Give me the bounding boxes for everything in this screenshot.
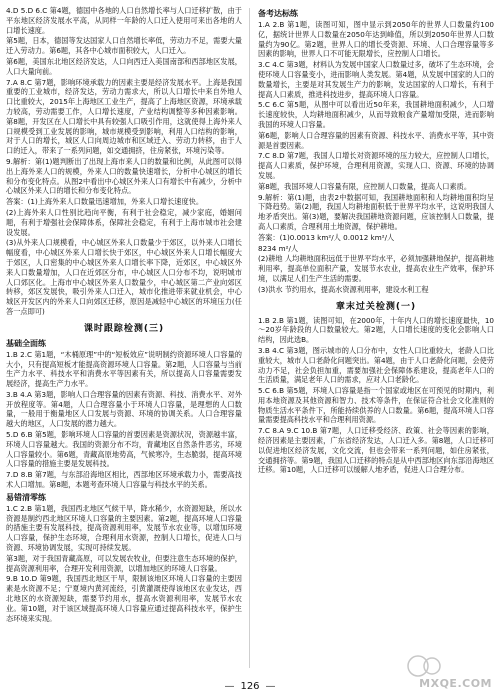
- answer-paragraph: 9.B 10.D 第9题，我国西北地区干旱，限制该地区环境人口容量的主要因素是水资源不足；宁夏境内黄河流经，引黄灌溉使得该地区农业发达，西北地区的水资源短缺，需要节约用水，提高水资源利用率，发展节水农业。第10题，对于该区域提高环境人口容量应通过提高科技水平，保护生态环境来实现。: [6, 574, 242, 623]
- section-title: 课时跟踪检测(三): [83, 323, 165, 334]
- watermark-text: MXQE.COM: [419, 677, 492, 690]
- answer-paragraph: (2)耕地 人均耕地面积远低于世界平均水平，必须加强耕地保护，提高耕地利用率，提高单位面积产量，发展节水农业，提高农业生产效率，保护环境，以满足人们生产生活的需要。: [258, 254, 494, 283]
- answer-paragraph: 7.A 8.C 第7题，影响环境承载力的因素主要是经济发展水平。上海是我国重要的工业城市，经济发达，劳动力需求大，所以人口增长中来自外地人口比重较大，2015年上海地区工业生产，提高了上海地区资源，环境承载力较高，劳动需要工作，人口增长速度，产业结构调整等多种因素影响。第8题，开发区在人口增长中具有较强人口吸引作用，这就使得上海外来人口规模受到工业发展的影响，城市规模受到影响，利用人口结构的影响，对于人口的增长，城区人口向周边城市和区域迁入、劳动力转移，由于人口的迁入，带来了一系列问题，如交通拥挤，住房紧张，环境污染等。: [6, 77, 242, 156]
- answer-paragraph: 5.C 6.C 第5题，从图中可以看出近50年来，我国耕地面积减少，人口增长速度较快，人均耕地面积减少，从而导致粮食产量增加受限，进而影响我国的环境人口容量。: [258, 100, 494, 129]
- answer-paragraph: 3.B 4.C 第3题，图示城市的人口分布中，女性人口比重较大，老龄人口比重较大，城市人口老龄化问题突出。第4题，由于人口老龄化问题，会使劳动力不足，社会负担加重，需要加强社会保障体系建设，提高老年人口的生活质量，满足老年人口的需求，应对人口老龄化。: [258, 345, 494, 385]
- answer-paragraph: (3)从外来人口规模看，中心城区外来人口数量少于郊区，以外来人口增长幅度看，中心城区外来人口增长快于郊区，中心城区外来人口增长幅度大于郊区，人口密集的中心城区外来人口增长率下降，近郊区，中心城区外来人口数量增加，人口在近郊区分布，中心城区人口分布不均，说明城市人口郊区化。上海市中心城区外来人口数量少，中心城区第二产业向郊区转移，郊区发展快，吸引外来人口迁入，城市化推进带来就业机会，中心城区开发区内的外来人口向郊区迁移，原因是减轻中心城区的环境压力(任答一点即可): [6, 238, 242, 316]
- section-heading: 基础全面练: [6, 338, 46, 348]
- answer-paragraph: 9.解析：第(1)题判断出了出现上海市来人口的数量和比例，从此图可以得出上海外来人口的规模，外来人口的数量快速增长，分析中心城区的增长和分布变化特点。从图2中看出中心城区外来人口有增长中有减少，分析中心城区外来人口的增长和分布变化特点。: [6, 156, 242, 196]
- answer-paragraph: 第6题，美国东北地区经济发达，人口向西迁入美国南部和西部地区发展，人口大量向前。: [6, 56, 242, 76]
- section-title: 章末过关检测(一): [335, 301, 417, 312]
- answer-paragraph: 4.D 5.D 6.C 第4题，德国中各地的人口自然增长率与人口迁移扩散，由于平东地区经济发展水平高，从同样一年龄的人口迁入使用可来出各地的人口增长速度。: [6, 6, 242, 35]
- answer-paragraph: 7.D 8.B 第7题，与东部沿海地区相比，西部地区环境承载力小，需要高技术人口增加。第8题，本题考查环境人口容量与科技水平的关系。: [6, 470, 242, 490]
- answer-paragraph: 第5题，日本，德国等发达国家人口自然增长率低，劳动力不足，需要大量迁入劳动力。第6题，其各中心城市面积较大，人口迁入。: [6, 36, 242, 56]
- answer-paragraph: 1.B 2.B 第1题，读图可知，在2000年，十年内人口的增长速度最快，10～20岁年龄段的人口数量较大。第2题，人口增长速度的变化会影响人口结构，因此选B。: [258, 315, 494, 345]
- answer-paragraph: (3)洪水 节约用水，提高水资源利用率，建设水利工程: [258, 284, 429, 294]
- answer-paragraph: 7.C 8.D 第7题，我国人口增长对资源环境的压力较大，应控制人口增长，提高人口素质，保护环境，合理利用资源，实现人口、资源、环境的协调发展。: [258, 151, 494, 180]
- answer-paragraph: (2)上海外来人口性别比趋向平衡，有利于社会稳定，减少家庭，婚姻问题，有利于增强社会保障体系，保障社会稳定，有利于上海市城市社会建设发展。: [6, 207, 242, 237]
- answer-paragraph: 9.解析：第(1)题，由表2中数据可知，我国耕地面积和人均耕地面积均呈下降趋势。第(2)题，我国人均耕地面积低于世界平均水平，这说明我国人地矛盾突出。第(3)题，要解决我国耕地资源问题，应该控制人口数量，提高人口素质，合理利用土地资源，保护耕地。: [258, 192, 494, 231]
- right-column: [258, 6, 494, 476]
- answer-paragraph: 5.D 6.B 第5题，影响环境人口容量的首要因素是资源状况，资源越丰富，环境人口容量越大。我国的资源分布不均，青藏地区自然条件恶劣，环境人口容量较小。第6题，青藏高原地势高，气候寒冷，生态脆弱，提高环境人口容量的措施主要是发展科技。: [6, 430, 242, 469]
- watermark: [398, 654, 494, 690]
- answer-paragraph: 3.C 4.C 第3题，材料认为发展中国家人口数量过多，破坏了生态环境，会使环境人口容量变小，进而影响人类发展。第4题，从发展中国家的人口的数量增长，主要是对其发展生产力的影响，发达国家的人口增长，有利于提高人口素质，推进科技进步，提高环境人口容量。: [258, 60, 494, 99]
- answer-paragraph: 答案：(1)上海外来人口数量迅速增加，外来人口增长速度快。: [6, 197, 204, 207]
- section-heading: 易错清零练: [6, 492, 46, 502]
- answer-paragraph: 5.C 6.B 第5题，环境人口容量是指一个国家或地区在可预见的时期内，利用本地资源及其他资源和智力、技术等条件，在保证符合社会文化准则的物质生活水平条件下，所能持续供养的人口数量。第6题，提高环境人口容量需要提高科技水平和合理利用资源。: [258, 386, 494, 425]
- answer-paragraph: 1.B 2.C 第1题，“木桶原理”中的“短板效应”说明制约资源环境人口容量的大小，只有提高短板才能提高资源环境人口容量。第2题，人口容量与当前生产力水平、科技水平和消费水平等因素有关，所以提高人口容量需要发展经济，提高生产力水平。: [6, 349, 242, 389]
- page-number-footer: — 126 —: [224, 681, 276, 692]
- page-number: 126: [240, 681, 260, 692]
- watermark-stamp-icon: [404, 654, 444, 678]
- answer-paragraph: 第6题，影响人口合理容量的因素有资源、科技水平、消费水平等，其中资源是首要因素。: [258, 130, 494, 150]
- section-heading: 备考达标练: [258, 9, 298, 18]
- answer-paragraph: 1.C 2.B 第1题，我国西北地区气候干旱，降水稀少，水资源短缺，所以水资源是制约西北地区环境人口容量的主要因素。第2题，提高环境人口容量的措施主要有发展科技，提高资源利用率，发展节水农业等，以增加环境人口容量，保护生态环境，合理利用水资源，控制人口增长，促进人口与资源、环境协调发展，实现可持续发展。: [6, 503, 242, 553]
- answer-paragraph: 1.A 2.B 第1题，读图可知，图中显示到2050年的世界人口数量约100亿，据统计世界人口数量在2050年达到峰值，所以到2050年世界人口数量约为90亿。第2题，世界人口的增长受资源、环境、人口合理容量等多因素的影响，世界人口不可能无限增长，应控制人口增长。: [258, 20, 494, 59]
- column-divider: [249, 8, 250, 668]
- answer-paragraph: 3.B 4.A 第3题，影响人口合理容量的因素有资源、科技、消费水平、对外开放程度等。第4题，人口合理容量小于环境人口容量，是理想的人口数量，一般用于衡量地区人口发展与资源、环境的协调关系。人口合理容量越大的地区，人口发展的潜力越大。: [6, 389, 242, 429]
- answer-paragraph: 第8题，我国环境人口容量有限，应控制人口数量，提高人口素质。: [258, 181, 472, 191]
- answer-paragraph: 7.C 8.A 9.C 10.B 第7题，人口迁移受经济、政策、社会等因素的影响，经济因素是主要因素，广东省经济发达，人口迁入多。第8题，人口迁移可以促进地区经济发展，文化交流，但也会带来一系列问题，如住房紧张，交通拥挤等。第9题，我国人口迁移的特点是从中西部地区向东部沿海地区迁移。第10题，人口迁移可以缓解人地矛盾，促进人口合理分布。: [258, 426, 494, 475]
- answer-paragraph: 8234 m²/人: [258, 243, 299, 253]
- answer-paragraph: 第3题，对于我国青藏高原，可以发展农牧业，但要注意生态环境的保护，提高资源利用率，合理开发利用资源，以增加地区的环境人口容量。: [6, 553, 242, 573]
- answer-paragraph: 答案：(1)0.0013 km²/人 0.0012 km²/人: [258, 232, 395, 242]
- left-column: [6, 6, 242, 624]
